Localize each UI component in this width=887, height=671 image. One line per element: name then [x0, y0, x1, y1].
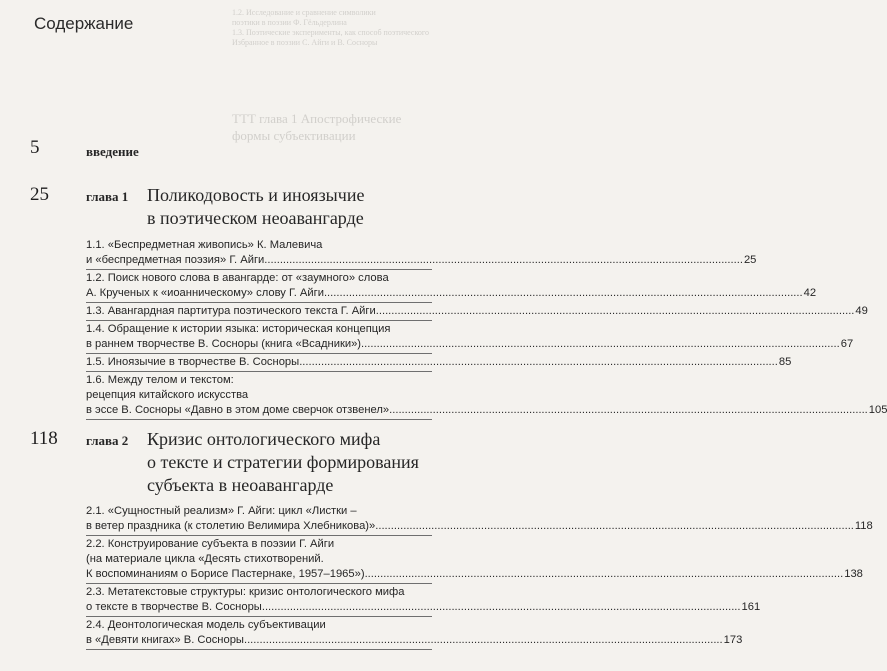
- entry-page-number: 118: [854, 520, 873, 532]
- dot-leader: [389, 403, 868, 418]
- toc-entry-1-4[interactable]: [86, 322, 854, 354]
- entry-page-number: 42: [803, 287, 817, 299]
- dot-leader: [262, 600, 741, 615]
- dot-leader: [264, 253, 743, 268]
- entry-text: 2.3. Метатекстовые структуры: кризис онтологического мифа: [86, 586, 405, 598]
- chapter-title-line: в поэтическом неоавангарде: [147, 208, 364, 228]
- toc-entry-2-1[interactable]: [86, 504, 873, 536]
- toc-entry-1-3[interactable]: [86, 304, 868, 321]
- entry-text: 2.1. «Сущностный реализм» Г. Айги: цикл «Листки –: [86, 505, 357, 517]
- dot-leader: [299, 355, 778, 370]
- chapter-2-title: [147, 428, 419, 497]
- entry-text: К воспоминаниям о Борисе Пастернаке, 1957–1965»): [86, 568, 365, 580]
- toc-entry-1-5[interactable]: [86, 355, 792, 372]
- entry-text: (на материале цикла «Десять стихотворений.: [86, 553, 324, 565]
- entry-text: 1.1. «Беспредметная живопись» К. Малевича: [86, 239, 323, 251]
- entry-page-number: 173: [723, 634, 743, 646]
- show-through-line: 1.3. Поэтические эксперименты, как способ поэтического: [232, 28, 430, 37]
- chapter-title-line: Поликодовость и иноязычие: [147, 185, 365, 205]
- entry-text: в «Девяти книгах» В. Сосноры: [86, 634, 244, 646]
- entry-text: 1.4. Обращение к истории языка: историческая концепция: [86, 323, 391, 335]
- dot-leader: [361, 337, 840, 352]
- chapter-title-line: субъекта в неоавангарде: [147, 475, 334, 495]
- entry-text: в ветер праздника (к столетию Велимира Хлебникова)»: [86, 520, 376, 532]
- entry-text: в эссе В. Сосноры «Давно в этом доме сверчок отзвенел»: [86, 404, 390, 416]
- show-through-line: ТТТ глава 1 Апострофические: [232, 111, 402, 126]
- entry-page-number: 105: [868, 404, 887, 416]
- entry-text: рецепция китайского искусства: [86, 389, 249, 401]
- entry-page-number: 25: [743, 254, 757, 266]
- dot-leader: [376, 304, 855, 319]
- entry-text: 1.3. Авангардная партитура поэтического текста Г. Айги: [86, 305, 376, 317]
- chapter-2-entries: [86, 504, 873, 651]
- intro-page-number: 5: [30, 137, 40, 158]
- chapter-title-line: о тексте и стратегии формирования: [147, 452, 419, 472]
- chapter-1-entries: [86, 238, 887, 421]
- dot-leader: [365, 567, 844, 582]
- entry-text: и «беспредметная поэзия» Г. Айги: [86, 254, 265, 266]
- chapter-1-label: глава 1: [86, 189, 129, 204]
- chapter-title-line: Кризис онтологического мифа: [147, 429, 381, 449]
- entry-text: в раннем творчестве В. Сосноры (книга «Всадники»): [86, 338, 362, 350]
- show-through-line: Избранное в поэзии С. Айги и В. Сосноры: [232, 38, 378, 47]
- entry-text: 1.5. Иноязычие в творчестве В. Сосноры: [86, 356, 300, 368]
- entry-page-number: 49: [855, 305, 868, 317]
- entry-text: 1.6. Между телом и текстом:: [86, 374, 234, 386]
- entry-page-number: 161: [741, 601, 761, 613]
- toc-entry-1-6[interactable]: [86, 373, 887, 420]
- toc-entry-1-1[interactable]: [86, 238, 757, 270]
- toc-entry-2-3[interactable]: [86, 585, 761, 617]
- chapter-2-page-number: 118: [30, 428, 58, 449]
- entry-text: 2.2. Конструирование субъекта в поэзии Г. Айги: [86, 538, 335, 550]
- page-title: Содержание: [34, 14, 134, 33]
- chapter-1-page-number: 25: [30, 184, 49, 205]
- entry-text: о тексте в творчестве В. Сосноры: [86, 601, 262, 613]
- show-through-line: поэтики в поэзии Ф. Гёльдерлина: [232, 18, 347, 27]
- chapter-1-title: [147, 184, 364, 230]
- show-through-text: [232, 8, 442, 48]
- toc-entry-2-4[interactable]: [86, 618, 743, 650]
- entry-page-number: 85: [778, 356, 792, 368]
- show-through-line: формы субъективации: [232, 128, 356, 143]
- entry-text: 2.4. Деонтологическая модель субъективации: [86, 619, 326, 631]
- entry-text: А. Крученых к «иоанническому» слову Г. Айги: [86, 287, 324, 299]
- entry-text: 1.2. Поиск нового слова в авангарде: от «заумного» слова: [86, 272, 389, 284]
- show-through-line: 1.2. Исследование и сравнение символики: [232, 8, 376, 17]
- entry-page-number: 138: [844, 568, 863, 580]
- entry-page-number: 67: [840, 338, 854, 350]
- toc-entry-1-2[interactable]: [86, 271, 817, 303]
- intro-label: введение: [86, 144, 139, 159]
- dot-leader: [324, 286, 803, 301]
- chapter-2-label: глава 2: [86, 433, 129, 448]
- dot-leader: [375, 519, 854, 534]
- show-through-heading: [232, 110, 442, 144]
- toc-entry-2-2[interactable]: [86, 537, 863, 584]
- dot-leader: [244, 633, 723, 648]
